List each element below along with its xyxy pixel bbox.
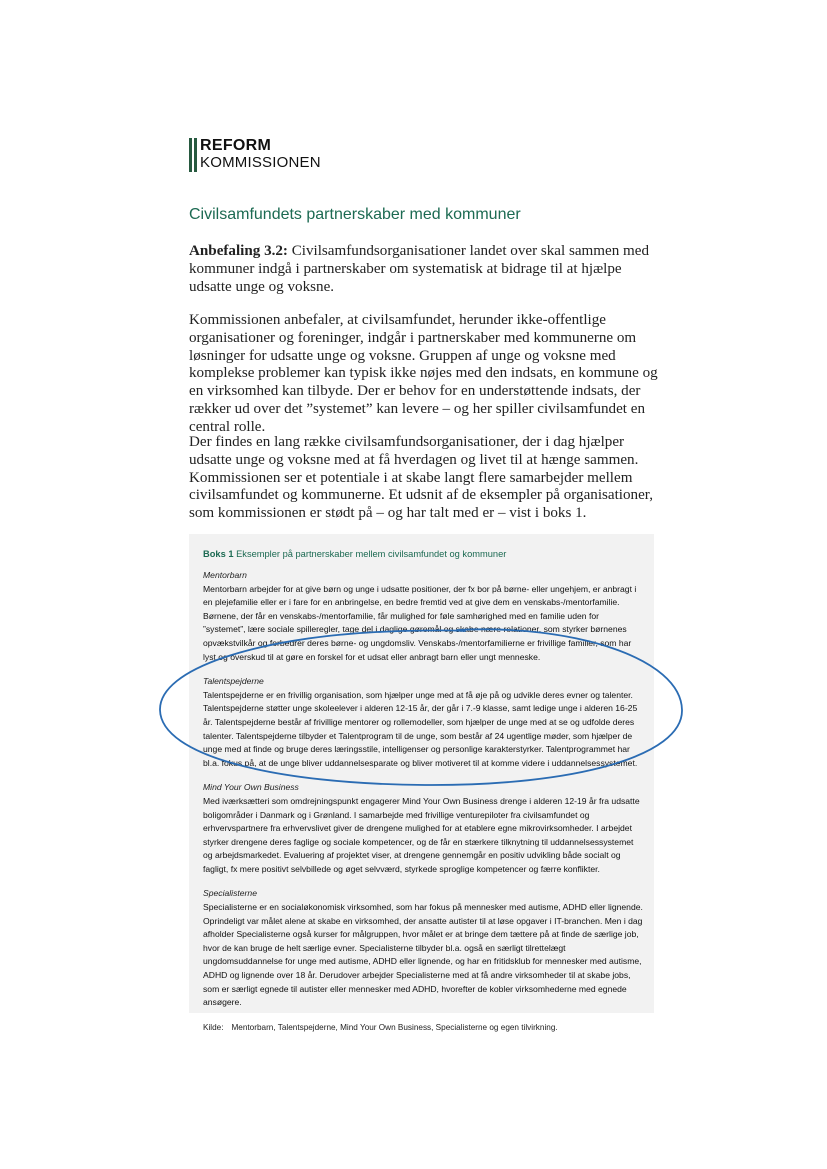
box-entry-mind-your-own-business bbox=[203, 781, 643, 876]
logo-wordmark bbox=[200, 137, 321, 171]
entry-title: Mind Your Own Business bbox=[203, 782, 299, 793]
entry-body: Specialisterne er en socialøkonomisk virksomhed, som har fokus på mennesker med autisme, ADHD eller lignende. Oprindeligt var målet alene at skabe en virksomhed, der ansatte autister til at løse opgaver i IT-branchen. Men i dag afholder Specialisterne også kurser for målgruppen, hvor målet er at bringe dem tættere på at finde de særlige job, hvor de kan bruge de helt særlige evner. Specialisterne tilbyder bl.a. også en særligt tilrettelægt ungdomsuddannelse for unge med autisme, ADHD eller lignende, og har en fritidsklub for mennesker med autisme, ADHD og lignende over 18 år. Derudover arbejder Specialisterne med at få andre virksomheder til at skabe jobs, som er særligt egnede til autister eller mennesker med ADHD, hvorefter de kobler virksomhederne med egnede ansøgere. bbox=[203, 902, 643, 1008]
section-title: Civilsamfundets partnerskaber med kommuner bbox=[189, 206, 521, 223]
box-entry-specialisterne bbox=[203, 887, 643, 1009]
entry-body: Talentspejderne er en frivillig organisation, som hjælper unge med at få øje på og udvikle deres evner og talenter. Talentspejderne støtter unge skoleelever i alderen 12-15 år, der går i 7.-9 klasse, samt ledige unge i alderen 16-25 år. Talentspejderne består af frivillige mentorer og rollemodeller, som hjælper de unge med at se og udfolde deres talenter. Talentspejderne tilbyder et Talentprogram til de unge, som består af 24 ugentlige møder, som hjælper de unge med at finde og bruge deres læringsstile, intelligenser og personlige karakterstyrker. Talentprogrammet har bl.a. fokus på, at de unge bliver uddannelsesparate og bliver motiveret til at komme videre i uddannelsessystemet. bbox=[203, 689, 638, 768]
box-title bbox=[203, 548, 643, 560]
entry-title: Specialisterne bbox=[203, 888, 257, 899]
source-text: Mentorbarn, Talentspejderne, Mind Your Own Business, Specialisterne og egen tilvirkning. bbox=[231, 1022, 558, 1032]
logo-line-2: KOMMISSIONEN bbox=[200, 154, 321, 171]
logo-line-1: REFORM bbox=[200, 137, 272, 154]
entry-body: Med iværksætteri som omdrejningspunkt engagerer Mind Your Own Business drenge i alderen 12-19 år fra udsatte boligområder i Danmark og i Grønland. I samarbejde med frivillige venturepiloter fra civilsamfundet og erhvervspartnere fra erhvervslivet giver de drengene mulighed for at etablere egne mikrovirksomheder. I arbejdet styrker drengene deres faglige og sociale kompetencer, og de får en stærkere tilknytning til uddannelsessystemet og arbejdsmarkedet. Evaluering af projektet viser, at drengene gennemgår en positiv udvikling både socialt og fagligt, fx mere positivt selvbillede og øget selvværd, styrkede sproglige kompetencer og færre konflikter. bbox=[203, 795, 640, 874]
box-source bbox=[203, 1021, 643, 1034]
annotation-stroke bbox=[160, 629, 682, 785]
logo-bars-icon bbox=[189, 138, 198, 172]
recommendation-text: Civilsamfundsorganisationer landet over skal sammen med kommuner indgå i partnerskaber om systematisk at bidrage til at hjælpe udsatte unge og voksne. bbox=[189, 243, 650, 295]
recommendation-label: Anbefaling 3.2: bbox=[189, 243, 288, 259]
entry-title: Talentspejderne bbox=[203, 676, 264, 687]
body-paragraph-2: Der findes en lang række civilsamfundsorganisationer, der i dag hjælper udsatte unge og voksne med at få hverdagen og livet til at hænge sammen. Kommissionen ser et potentiale i at skabe langt flere samarbejder mellem civilsamfundet og kommunerne. Et udsnit af de eksempler på organisationer, som kommissionen er stødt på – og har talt med er – vist i boks 1. bbox=[189, 434, 653, 522]
highlight-ellipse-annotation bbox=[155, 618, 685, 790]
body-paragraph-1: Kommissionen anbefaler, at civilsamfundet, herunder ikke-offentlige organisationer og foreninger, indgår i partnerskaber med kommunerne om løsninger for udsatte unge og voksne. Gruppen af unge og voksne med komplekse problemer kan typisk ikke nøjes med den indsats, en kommune og en virksomhed kan tilbyde. Der er behov for en understøttende indsats, der rækker ud over det ”systemet” kan levere – og her spiller civilsamfundet en central rolle. bbox=[189, 312, 658, 435]
source-label: Kilde: bbox=[203, 1022, 224, 1032]
entry-body: Mentorbarn arbejder for at give børn og unge i udsatte positioner, der fx bor på børne- eller ungehjem, er anbragt i en plejefamilie eller er i fare for en anbringelse, en bedre fremtid ved at give dem en venskabs-/mentorfamilie. Børnene, der får en venskabs-/mentorfamilie, får mulighed for føle samhørighed med en familie uden for ”systemet”, lære sociale spilleregler, tage del i daglige gøremål og skabe nære relationer, som styrker børnenes opvækstvilkår og forbedrer deres børne- og ungdomsliv. Venskabs-/mentorfamilierne er frivillige familier, som har lyst og overskud til at gøre en forskel for et udsat eller anbragt barn eller ungt menneske. bbox=[203, 583, 637, 662]
entry-title: Mentorbarn bbox=[203, 570, 247, 580]
recommendation-paragraph bbox=[189, 243, 661, 296]
box-title-text: Eksempler på partnerskaber mellem civilsamfundet og kommuner bbox=[236, 549, 507, 559]
box-number: Boks 1 bbox=[203, 549, 234, 559]
